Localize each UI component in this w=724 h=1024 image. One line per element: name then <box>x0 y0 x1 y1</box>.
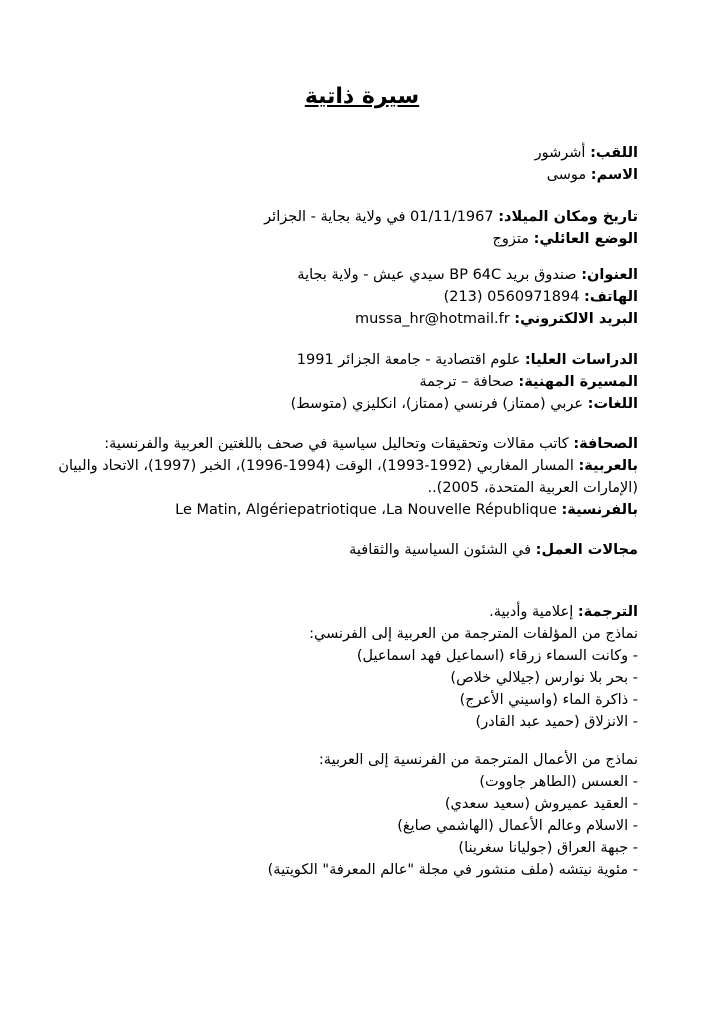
press-label: الصحافة: <box>573 436 638 452</box>
email-row <box>78 308 638 330</box>
phone-value: (213) 0560971894 <box>443 289 580 305</box>
family-row <box>78 228 638 250</box>
address-suffix: سيدي عيش - ولاية بجاية <box>297 267 445 283</box>
languages-label: اللغات: <box>587 396 638 412</box>
name-label: الاسم: <box>590 167 638 183</box>
page-title: سيرة ذاتية <box>304 84 420 109</box>
personal-section <box>78 142 638 186</box>
fields-label: مجالات العمل: <box>535 542 638 558</box>
family-label: الوضع العائلي: <box>533 231 638 247</box>
languages-value: عربي (ممتاز) فرنسي (ممتاز)، انكليزي (متوسط) <box>290 396 584 412</box>
address-label: العنوان: <box>581 267 638 283</box>
career-label: المسيرة المهنية: <box>518 374 638 390</box>
name-value: موسى <box>546 167 587 183</box>
email-label: البريد الالكتروني: <box>514 311 638 327</box>
birth-row <box>78 206 638 228</box>
degree-label: الدراسات العليا: <box>524 352 638 368</box>
press-french-value: Le Matin, Algériepatriotique ،La Nouvelle République <box>175 502 557 518</box>
press-row <box>38 433 638 455</box>
birth-place: في ولاية بجاية - الجزائر <box>264 209 406 225</box>
list-item: - بحر بلا نوارس (جيلالي خلاص) <box>450 670 638 686</box>
email-value[interactable]: mussa_hr@hotmail.fr <box>354 311 510 327</box>
fields-value: في الشئون السياسية والثقافية <box>349 542 532 558</box>
list-item: - مئوية نيتشه (ملف منشور في مجلة "عالم المعرفة" الكويتية) <box>267 862 638 878</box>
list-item: - العسس (الطاهر جاووت) <box>479 774 638 790</box>
list-item: - وكانت السماء زرقاء (اسماعيل فهد اسماعيل) <box>356 648 638 664</box>
birth-section <box>78 206 638 250</box>
press-arabic-label: بالعربية: <box>578 458 638 474</box>
list-item: - الانزلاق (حميد عبد القادر) <box>475 714 638 730</box>
press-intro: كاتب مقالات وتحقيقات وتحاليل سياسية في صحف باللغتين العربية والفرنسية: <box>104 436 569 452</box>
birth-label: تاريخ ومكان الميلاد: <box>498 209 638 225</box>
translation-value: إعلامية وأدبية. <box>489 604 574 620</box>
degree-value: علوم اقتصادية - جامعة الجزائر 1991 <box>296 352 521 368</box>
ar-to-fr-intro: نماذج من المؤلفات المترجمة من العربية إلى الفرنسي: <box>309 626 638 642</box>
phone-row <box>78 286 638 308</box>
address-code: BP 64C <box>449 267 502 283</box>
list-item: - العقيد عميروش (سعيد سعدي) <box>444 796 638 812</box>
degree-row <box>78 349 638 371</box>
contact-section <box>78 264 638 330</box>
list-item: - ذاكرة الماء (واسيني الأعرج) <box>459 692 638 708</box>
birth-date: 01/11/1967 <box>410 209 494 225</box>
phone-label: الهاتف: <box>584 289 638 305</box>
press-section <box>38 433 638 521</box>
press-arabic-row <box>38 455 638 499</box>
career-value: صحافة – ترجمة <box>419 374 514 390</box>
fields-section <box>78 539 638 561</box>
press-french-row <box>38 499 638 521</box>
family-value: متزوج <box>492 231 530 247</box>
surname-value: أشرشور <box>534 145 586 161</box>
address-row <box>78 264 638 286</box>
fr-to-ar-intro: نماذج من الأعمال المترجمة من الفرنسية إلى العربية: <box>318 752 638 768</box>
fr-to-ar-section <box>78 749 638 881</box>
fields-row <box>78 539 638 561</box>
languages-row <box>78 393 638 415</box>
name-row <box>78 164 638 186</box>
list-item: - جبهة العراق (جوليانا سغرينا) <box>458 840 638 856</box>
press-arabic-value: المسار المغاربي (1992-1993)، الوقت (1994-1996)، الخبر (1997)، الاتحاد والبيان (الإمارات العربية المتحدة، 2005).. <box>58 458 638 496</box>
press-french-label: بالفرنسية: <box>561 502 638 518</box>
translation-label: الترجمة: <box>577 604 638 620</box>
surname-label: اللقب: <box>590 145 638 161</box>
career-row <box>78 371 638 393</box>
list-item: - الاسلام وعالم الأعمال (الهاشمي صايغ) <box>397 818 638 834</box>
translation-section <box>78 601 638 733</box>
studies-section <box>78 349 638 415</box>
surname-row <box>78 142 638 164</box>
address-prefix: صندوق بريد <box>505 267 577 283</box>
translation-row <box>78 601 638 623</box>
